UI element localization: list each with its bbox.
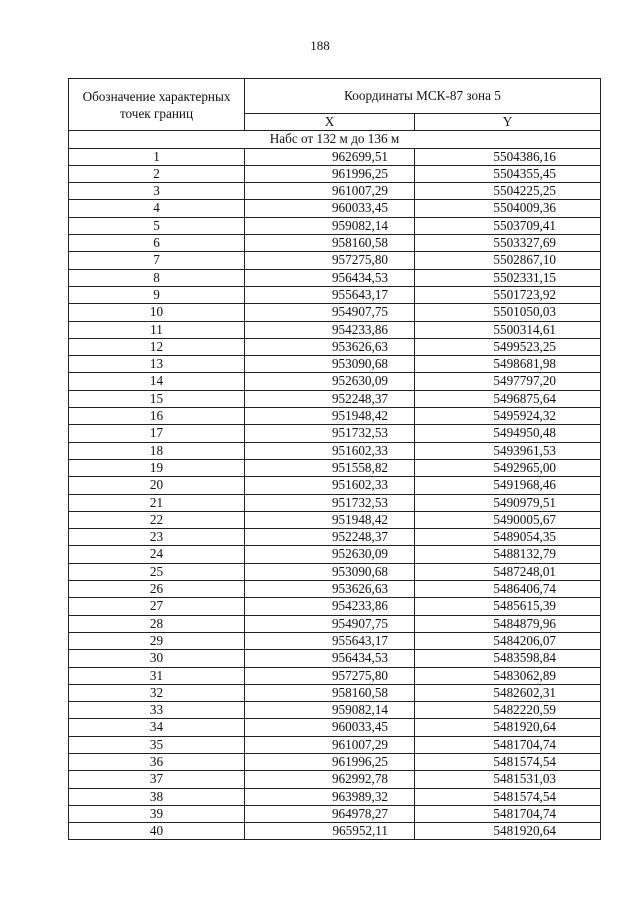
- x-coordinate-cell: 961996,25: [245, 753, 415, 770]
- x-coordinate-cell: 956434,53: [245, 650, 415, 667]
- y-coordinate-cell: 5485615,39: [415, 598, 601, 615]
- x-coordinate-cell: 954907,75: [245, 304, 415, 321]
- y-coordinate-cell: 5504225,25: [415, 183, 601, 200]
- point-number-cell: 13: [69, 356, 245, 373]
- point-number-cell: 22: [69, 511, 245, 528]
- point-number-cell: 21: [69, 494, 245, 511]
- x-coordinate-cell: 952630,09: [245, 373, 415, 390]
- point-number-cell: 4: [69, 200, 245, 217]
- table-row: [69, 477, 601, 494]
- table-row: [69, 321, 601, 338]
- point-number-cell: 19: [69, 459, 245, 476]
- y-coordinate-cell: 5481574,54: [415, 788, 601, 805]
- x-coordinate-cell: 965952,11: [245, 823, 415, 840]
- y-coordinate-cell: 5494950,48: [415, 425, 601, 442]
- table-row: [69, 632, 601, 649]
- table-row: [69, 235, 601, 252]
- table-row: [69, 563, 601, 580]
- point-number-cell: 3: [69, 183, 245, 200]
- table-row: [69, 390, 601, 407]
- point-number-cell: 12: [69, 338, 245, 355]
- point-number-cell: 10: [69, 304, 245, 321]
- table-row: [69, 356, 601, 373]
- point-number-cell: 36: [69, 753, 245, 770]
- point-number-cell: 9: [69, 286, 245, 303]
- point-number-cell: 31: [69, 667, 245, 684]
- table-row: [69, 667, 601, 684]
- y-coordinate-cell: 5496875,64: [415, 390, 601, 407]
- table-header-row: [69, 79, 601, 114]
- y-coordinate-cell: 5501050,03: [415, 304, 601, 321]
- table-row: [69, 511, 601, 528]
- table-row: [69, 338, 601, 355]
- x-coordinate-cell: 953626,63: [245, 581, 415, 598]
- point-number-cell: 24: [69, 546, 245, 563]
- point-number-cell: 30: [69, 650, 245, 667]
- section-row: [69, 131, 601, 148]
- table-row: [69, 684, 601, 701]
- x-coordinate-cell: 954233,86: [245, 598, 415, 615]
- x-coordinate-cell: 954233,86: [245, 321, 415, 338]
- table-row: [69, 200, 601, 217]
- x-coordinate-cell: 957275,80: [245, 252, 415, 269]
- point-number-cell: 29: [69, 632, 245, 649]
- x-coordinate-cell: 962992,78: [245, 771, 415, 788]
- table-row: [69, 788, 601, 805]
- point-number-cell: 14: [69, 373, 245, 390]
- x-coordinate-cell: 951602,33: [245, 442, 415, 459]
- point-number-cell: 5: [69, 217, 245, 234]
- x-coordinate-cell: 952248,37: [245, 529, 415, 546]
- x-coordinate-cell: 955643,17: [245, 286, 415, 303]
- header-coordinates: Координаты МСК-87 зона 5: [245, 79, 601, 114]
- section-label: Набс от 132 м до 136 м: [69, 131, 601, 148]
- y-coordinate-cell: 5504009,36: [415, 200, 601, 217]
- y-coordinate-cell: 5481531,03: [415, 771, 601, 788]
- table-row: [69, 736, 601, 753]
- point-number-cell: 23: [69, 529, 245, 546]
- x-coordinate-cell: 962699,51: [245, 148, 415, 165]
- table-row: [69, 269, 601, 286]
- x-coordinate-cell: 955643,17: [245, 632, 415, 649]
- x-coordinate-cell: 961007,29: [245, 183, 415, 200]
- table-row: [69, 217, 601, 234]
- page-number: 188: [310, 38, 330, 53]
- y-coordinate-cell: 5503709,41: [415, 217, 601, 234]
- table-row: [69, 442, 601, 459]
- x-coordinate-cell: 961007,29: [245, 736, 415, 753]
- y-coordinate-cell: 5487248,01: [415, 563, 601, 580]
- x-coordinate-cell: 953090,68: [245, 563, 415, 580]
- point-number-cell: 34: [69, 719, 245, 736]
- point-number-cell: 39: [69, 805, 245, 822]
- table-row: [69, 650, 601, 667]
- point-number-cell: 25: [69, 563, 245, 580]
- y-coordinate-cell: 5498681,98: [415, 356, 601, 373]
- point-number-cell: 38: [69, 788, 245, 805]
- table-row: [69, 546, 601, 563]
- table-row: [69, 615, 601, 632]
- header-y: Y: [415, 114, 601, 131]
- y-coordinate-cell: 5489054,35: [415, 529, 601, 546]
- x-coordinate-cell: 951602,33: [245, 477, 415, 494]
- y-coordinate-cell: 5490979,51: [415, 494, 601, 511]
- x-coordinate-cell: 958160,58: [245, 235, 415, 252]
- table-row: [69, 183, 601, 200]
- table-row: [69, 823, 601, 840]
- point-number-cell: 8: [69, 269, 245, 286]
- x-coordinate-cell: 961996,25: [245, 165, 415, 182]
- table-row: [69, 373, 601, 390]
- table-row: [69, 408, 601, 425]
- table-row: [69, 425, 601, 442]
- x-coordinate-cell: 964978,27: [245, 805, 415, 822]
- x-coordinate-cell: 951948,42: [245, 408, 415, 425]
- header-point-designation: Обозначение характерных точек границ: [69, 79, 245, 131]
- y-coordinate-cell: 5501723,92: [415, 286, 601, 303]
- y-coordinate-cell: 5481704,74: [415, 805, 601, 822]
- point-number-cell: 1: [69, 148, 245, 165]
- x-coordinate-cell: 951558,82: [245, 459, 415, 476]
- y-coordinate-cell: 5488132,79: [415, 546, 601, 563]
- y-coordinate-cell: 5481704,74: [415, 736, 601, 753]
- table-row: [69, 252, 601, 269]
- x-coordinate-cell: 952630,09: [245, 546, 415, 563]
- table-row: [69, 148, 601, 165]
- point-number-cell: 20: [69, 477, 245, 494]
- x-coordinate-cell: 951732,53: [245, 425, 415, 442]
- x-coordinate-cell: 953626,63: [245, 338, 415, 355]
- x-coordinate-cell: 958160,58: [245, 684, 415, 701]
- point-number-cell: 40: [69, 823, 245, 840]
- x-coordinate-cell: 959082,14: [245, 217, 415, 234]
- y-coordinate-cell: 5500314,61: [415, 321, 601, 338]
- x-coordinate-cell: 952248,37: [245, 390, 415, 407]
- x-coordinate-cell: 959082,14: [245, 702, 415, 719]
- table-row: [69, 805, 601, 822]
- coordinates-table: [68, 78, 601, 840]
- y-coordinate-cell: 5493961,53: [415, 442, 601, 459]
- y-coordinate-cell: 5482220,59: [415, 702, 601, 719]
- table-row: [69, 702, 601, 719]
- point-number-cell: 27: [69, 598, 245, 615]
- y-coordinate-cell: 5504355,45: [415, 165, 601, 182]
- table-row: [69, 719, 601, 736]
- y-coordinate-cell: 5481920,64: [415, 823, 601, 840]
- y-coordinate-cell: 5499523,25: [415, 338, 601, 355]
- y-coordinate-cell: 5484206,07: [415, 632, 601, 649]
- x-coordinate-cell: 951948,42: [245, 511, 415, 528]
- header-x: X: [245, 114, 415, 131]
- point-number-cell: 16: [69, 408, 245, 425]
- table-row: [69, 598, 601, 615]
- point-number-cell: 33: [69, 702, 245, 719]
- point-number-cell: 26: [69, 581, 245, 598]
- y-coordinate-cell: 5492965,00: [415, 459, 601, 476]
- point-number-cell: 17: [69, 425, 245, 442]
- x-coordinate-cell: 957275,80: [245, 667, 415, 684]
- point-number-cell: 6: [69, 235, 245, 252]
- x-coordinate-cell: 953090,68: [245, 356, 415, 373]
- table-row: [69, 771, 601, 788]
- point-number-cell: 15: [69, 390, 245, 407]
- y-coordinate-cell: 5502867,10: [415, 252, 601, 269]
- y-coordinate-cell: 5483062,89: [415, 667, 601, 684]
- x-coordinate-cell: 960033,45: [245, 719, 415, 736]
- table-row: [69, 581, 601, 598]
- y-coordinate-cell: 5497797,20: [415, 373, 601, 390]
- y-coordinate-cell: 5490005,67: [415, 511, 601, 528]
- point-number-cell: 37: [69, 771, 245, 788]
- table-body: [69, 148, 601, 840]
- point-number-cell: 18: [69, 442, 245, 459]
- y-coordinate-cell: 5495924,32: [415, 408, 601, 425]
- y-coordinate-cell: 5484879,96: [415, 615, 601, 632]
- x-coordinate-cell: 951732,53: [245, 494, 415, 511]
- table-row: [69, 286, 601, 303]
- x-coordinate-cell: 963989,32: [245, 788, 415, 805]
- y-coordinate-cell: 5486406,74: [415, 581, 601, 598]
- x-coordinate-cell: 954907,75: [245, 615, 415, 632]
- point-number-cell: 7: [69, 252, 245, 269]
- table-row: [69, 494, 601, 511]
- y-coordinate-cell: 5481574,54: [415, 753, 601, 770]
- y-coordinate-cell: 5503327,69: [415, 235, 601, 252]
- table-row: [69, 753, 601, 770]
- y-coordinate-cell: 5504386,16: [415, 148, 601, 165]
- y-coordinate-cell: 5482602,31: [415, 684, 601, 701]
- y-coordinate-cell: 5502331,15: [415, 269, 601, 286]
- table-row: [69, 459, 601, 476]
- point-number-cell: 11: [69, 321, 245, 338]
- point-number-cell: 32: [69, 684, 245, 701]
- y-coordinate-cell: 5481920,64: [415, 719, 601, 736]
- y-coordinate-cell: 5483598,84: [415, 650, 601, 667]
- table-row: [69, 165, 601, 182]
- table-row: [69, 529, 601, 546]
- point-number-cell: 2: [69, 165, 245, 182]
- x-coordinate-cell: 960033,45: [245, 200, 415, 217]
- point-number-cell: 35: [69, 736, 245, 753]
- y-coordinate-cell: 5491968,46: [415, 477, 601, 494]
- table-row: [69, 304, 601, 321]
- point-number-cell: 28: [69, 615, 245, 632]
- x-coordinate-cell: 956434,53: [245, 269, 415, 286]
